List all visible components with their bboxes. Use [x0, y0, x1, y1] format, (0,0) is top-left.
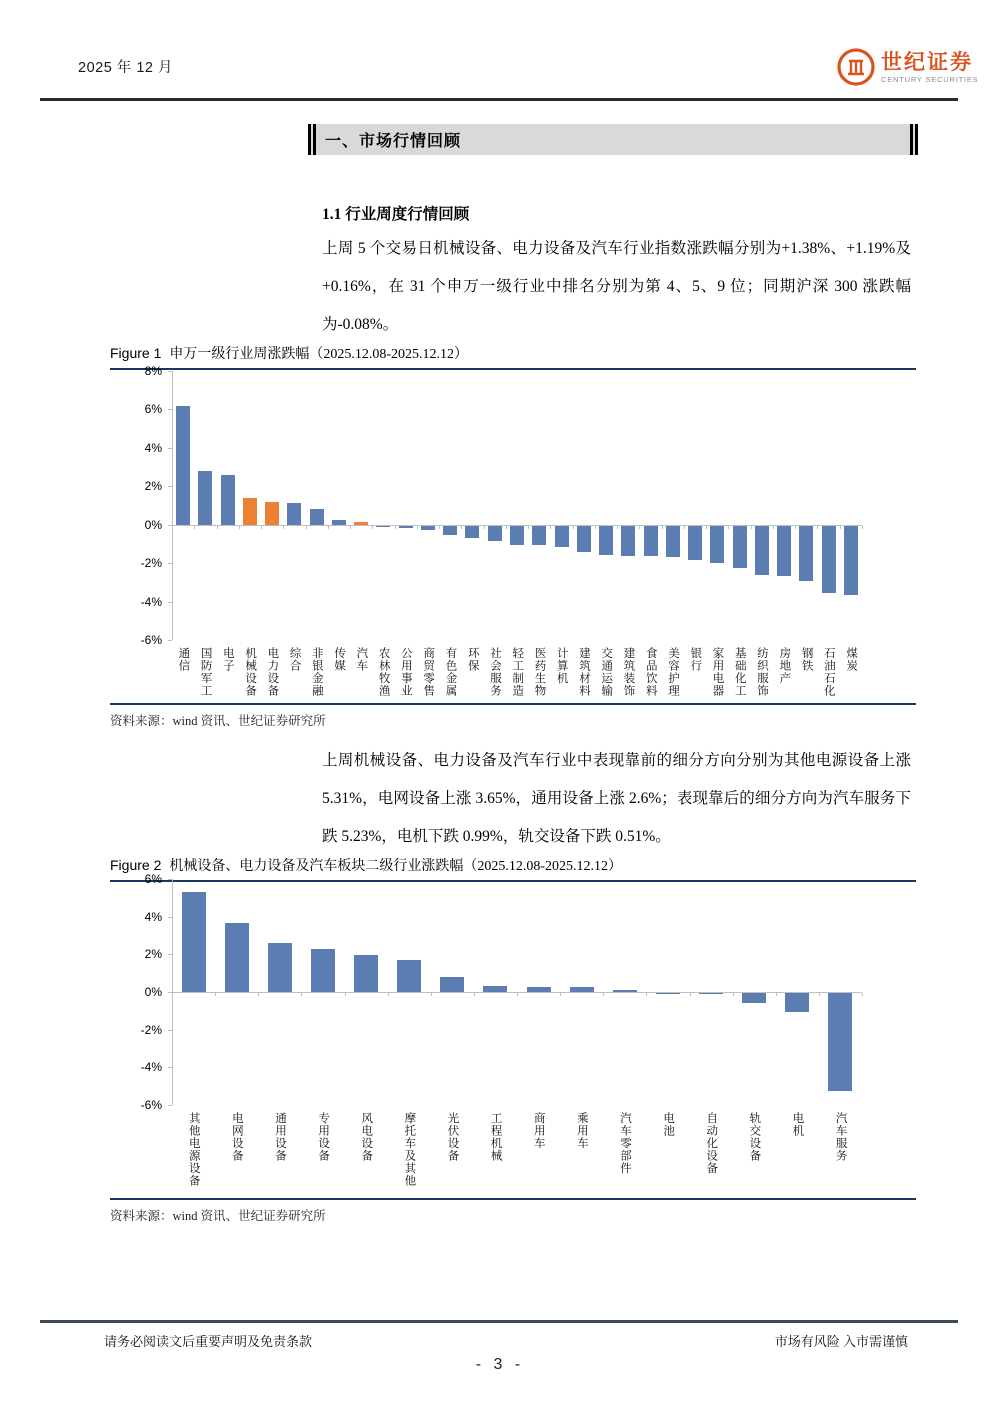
bar	[265, 502, 279, 525]
bar	[483, 986, 507, 992]
x-axis-label: 工程机械	[489, 1112, 502, 1162]
x-axis-tick	[684, 526, 685, 529]
y-axis-label: -4%	[140, 594, 162, 609]
x-axis-tick	[350, 526, 351, 529]
plot-area	[172, 879, 862, 1105]
y-axis-label: -6%	[140, 1098, 162, 1112]
century-securities-logo	[836, 47, 978, 87]
x-axis-label: 电机	[791, 1112, 804, 1137]
footer-disclaimer: 请务必阅读文后重要声明及免责条款	[104, 1334, 313, 1349]
y-axis-label: 8%	[144, 364, 162, 378]
x-axis-label: 通信	[177, 647, 190, 672]
x-axis-tick	[795, 526, 796, 529]
paragraph-subindustry-review: 上周机械设备、电力设备及汽车行业中表现靠前的细分方向分别为其他电源设备上涨 5.31%，电网设备上涨 3.65%，通用设备上涨 2.6%；表现靠后的细分方向为汽车服务下跌 5.23%，电机下跌 0.99%，轨交设备下跌 0.51%。	[322, 752, 911, 845]
x-axis-label: 综合	[288, 647, 301, 672]
y-axis-label: -4%	[140, 1060, 162, 1075]
x-axis-tick	[474, 993, 475, 996]
x-axis-tick	[773, 526, 774, 529]
y-axis-label: -2%	[140, 1022, 162, 1037]
y-axis	[172, 371, 173, 640]
x-axis-tick	[215, 993, 216, 996]
x-axis-tick	[172, 993, 173, 996]
figure1-title: 申万一级行业周涨跌幅（2025.12.08-2025.12.12）	[169, 347, 469, 362]
y-axis-label: 4%	[144, 440, 162, 455]
logo-name-en: CENTURY SECURITIES	[881, 74, 979, 84]
bar	[443, 526, 457, 536]
x-axis-tick	[550, 526, 551, 529]
x-axis-label: 有色金属	[444, 647, 457, 697]
bar	[570, 987, 594, 992]
bar	[656, 993, 680, 994]
bar	[799, 526, 813, 582]
x-axis-tick	[560, 993, 561, 996]
x-axis-label: 汽车服务	[834, 1112, 847, 1162]
x-axis-label: 电子	[221, 647, 234, 672]
bar	[310, 509, 324, 525]
header-divider	[40, 98, 958, 101]
bar	[785, 993, 809, 1012]
x-axis-tick	[706, 526, 707, 529]
x-axis-label: 专用设备	[317, 1112, 330, 1162]
x-axis-label: 机械设备	[244, 647, 257, 697]
x-axis-label: 国防军工	[199, 647, 212, 697]
x-axis-tick	[431, 993, 432, 996]
x-axis-label: 石油石化	[822, 647, 835, 697]
footer-divider	[40, 1320, 958, 1323]
y-axis-label: -6%	[140, 633, 162, 647]
x-axis-label: 商用车	[532, 1112, 545, 1150]
y-axis-label: 4%	[144, 909, 162, 924]
x-axis-tick	[506, 526, 507, 529]
logo-text	[881, 51, 978, 84]
x-axis-tick	[573, 526, 574, 529]
bar	[225, 923, 249, 992]
plot-area	[172, 371, 862, 640]
bar	[440, 977, 464, 992]
x-axis-label: 轨交设备	[748, 1112, 761, 1162]
figure2-caption	[110, 855, 916, 882]
bar	[532, 526, 546, 546]
x-axis-tick	[646, 993, 647, 996]
x-axis-tick	[345, 993, 346, 996]
bar	[733, 526, 747, 568]
section-title-bar	[308, 124, 918, 155]
bar	[828, 993, 852, 1091]
bar	[198, 471, 212, 525]
figure2-title: 机械设备、电力设备及汽车板块二级行业涨跌幅（2025.12.08-2025.12.12）	[169, 859, 623, 874]
x-axis-label: 农林牧渔	[377, 647, 390, 697]
bar	[555, 526, 569, 547]
x-axis-tick	[217, 526, 218, 529]
x-axis-label: 家用电器	[711, 647, 724, 697]
bar	[488, 526, 502, 541]
x-axis-tick	[595, 526, 596, 529]
bar	[465, 526, 479, 538]
x-axis-tick	[840, 526, 841, 529]
x-axis-label: 电网设备	[230, 1112, 243, 1162]
y-axis-label: 2%	[144, 947, 162, 962]
y-axis-label: 6%	[144, 872, 162, 886]
x-axis-tick	[388, 993, 389, 996]
x-axis-label: 钢铁	[800, 647, 813, 672]
x-axis-label: 风电设备	[360, 1112, 373, 1162]
bar	[644, 526, 658, 557]
bar	[287, 503, 301, 525]
x-axis-label: 计算机	[555, 647, 568, 685]
x-axis-tick	[817, 526, 818, 529]
figure2-bar-chart	[110, 872, 916, 1209]
bar	[243, 498, 257, 525]
x-axis-label: 医药生物	[533, 647, 546, 697]
section-title: 一、市场行情回顾	[325, 133, 462, 150]
bar	[527, 987, 551, 992]
bar	[397, 960, 421, 992]
x-axis-label: 建筑材料	[577, 647, 590, 697]
bar	[777, 526, 791, 576]
x-axis-tick	[819, 993, 820, 996]
x-axis-label: 基础化工	[733, 647, 746, 697]
x-axis-label: 汽车零部件	[619, 1112, 632, 1175]
footer-risk-warning: 市场有风险 入市需谨慎	[774, 1334, 908, 1349]
figure1-caption	[110, 343, 916, 370]
x-axis-label: 其他电源设备	[187, 1112, 200, 1187]
x-axis-label: 房地产	[778, 647, 791, 685]
x-axis-label: 建筑装饰	[622, 647, 635, 697]
bar	[376, 526, 390, 527]
x-axis-tick	[751, 526, 752, 529]
bar	[844, 526, 858, 595]
x-axis-tick	[603, 993, 604, 996]
x-axis-label: 银行	[689, 647, 702, 672]
report-date: 2025 年 12 月	[78, 60, 173, 76]
bar	[510, 526, 524, 545]
x-axis-tick	[617, 526, 618, 529]
x-axis-tick	[461, 526, 462, 529]
x-axis-label: 环保	[466, 647, 479, 672]
y-axis-label: -2%	[140, 556, 162, 571]
x-axis-label: 通用设备	[274, 1112, 287, 1162]
x-axis-label: 美容护理	[667, 647, 680, 697]
x-axis-tick	[484, 526, 485, 529]
x-axis-label: 电力设备	[266, 647, 279, 697]
y-axis-label: 0%	[144, 517, 162, 532]
x-axis-tick	[306, 526, 307, 529]
x-axis-label: 汽车	[355, 647, 368, 672]
x-axis-label: 电池	[662, 1112, 675, 1137]
bar	[822, 526, 836, 593]
x-axis-label: 社会服务	[488, 647, 501, 697]
century-securities-logo-icon	[836, 47, 876, 87]
x-axis-tick	[258, 993, 259, 996]
x-axis-tick	[862, 993, 863, 996]
x-axis-tick	[728, 526, 729, 529]
x-axis-tick	[528, 526, 529, 529]
bar	[710, 526, 724, 563]
bar	[399, 526, 413, 528]
bar	[621, 526, 635, 556]
bar	[421, 526, 435, 530]
bar	[176, 406, 190, 525]
bar	[755, 526, 769, 575]
x-axis-tick	[733, 993, 734, 996]
x-axis-tick	[239, 526, 240, 529]
bar	[354, 522, 368, 525]
x-axis-tick	[283, 526, 284, 529]
subsection-title: 1.1 行业周度行情回顾	[322, 206, 470, 223]
x-axis-tick	[328, 526, 329, 529]
figure1-source: 资料来源：wind 资讯、世纪证券研究所	[110, 703, 916, 729]
bar	[599, 526, 613, 555]
bar	[221, 475, 235, 525]
figure2-source: 资料来源：wind 资讯、世纪证券研究所	[110, 1198, 916, 1224]
x-axis-tick	[776, 993, 777, 996]
x-axis-tick	[639, 526, 640, 529]
x-axis-labels	[172, 1105, 862, 1209]
x-axis-tick	[862, 526, 863, 529]
x-axis-label: 非银金融	[310, 647, 323, 697]
bar	[688, 526, 702, 560]
bar	[354, 955, 378, 992]
y-axis-label: 2%	[144, 479, 162, 494]
bar	[182, 892, 206, 992]
x-axis-tick	[517, 993, 518, 996]
x-axis-tick	[301, 993, 302, 996]
x-axis-tick	[662, 526, 663, 529]
x-axis-label: 光伏设备	[446, 1112, 459, 1162]
x-axis-tick	[172, 526, 173, 529]
y-axis-label: 0%	[144, 985, 162, 999]
bar	[699, 993, 723, 994]
paragraph-weekly-review: 上周 5 个交易日机械设备、电力设备及汽车行业指数涨跌幅分别为+1.38%、+1.19%及+0.16%，在 31 个申万一级行业中排名分别为第 4、5、9 位；同期沪深 300 涨跌幅为-0.08%。	[322, 240, 911, 333]
x-axis-label: 传媒	[333, 647, 346, 672]
x-axis-label: 交通运输	[600, 647, 613, 697]
x-axis-tick	[690, 993, 691, 996]
figure1-bar-chart	[110, 364, 916, 714]
x-axis-label: 乘用车	[575, 1112, 588, 1150]
x-axis-label: 轻工制造	[511, 647, 524, 697]
figure1-label: Figure 1	[110, 345, 162, 361]
bar	[311, 949, 335, 992]
bar	[613, 990, 637, 992]
x-axis-label: 煤炭	[845, 647, 858, 672]
logo-name-cn: 世纪证券	[881, 49, 973, 74]
bar	[268, 943, 292, 992]
x-axis-label: 摩托车及其他	[403, 1112, 416, 1187]
x-axis-tick	[439, 526, 440, 529]
x-axis-label: 公用事业	[399, 647, 412, 697]
figure2-label: Figure 2	[110, 857, 162, 873]
x-axis-tick	[372, 526, 373, 529]
bar	[577, 526, 591, 552]
x-axis-label: 商贸零售	[422, 647, 435, 697]
x-axis-tick	[395, 526, 396, 529]
x-axis-tick	[417, 526, 418, 529]
bar	[666, 526, 680, 557]
page-number: - 3 -	[475, 1356, 525, 1373]
y-axis-label: 6%	[144, 402, 162, 417]
x-axis-tick	[261, 526, 262, 529]
x-axis-label: 自动化设备	[705, 1112, 718, 1175]
bar	[742, 993, 766, 1003]
bar	[332, 520, 346, 525]
x-axis-label: 纺织服饰	[756, 647, 769, 697]
x-axis-label: 食品饮料	[644, 647, 657, 697]
x-axis-tick	[194, 526, 195, 529]
